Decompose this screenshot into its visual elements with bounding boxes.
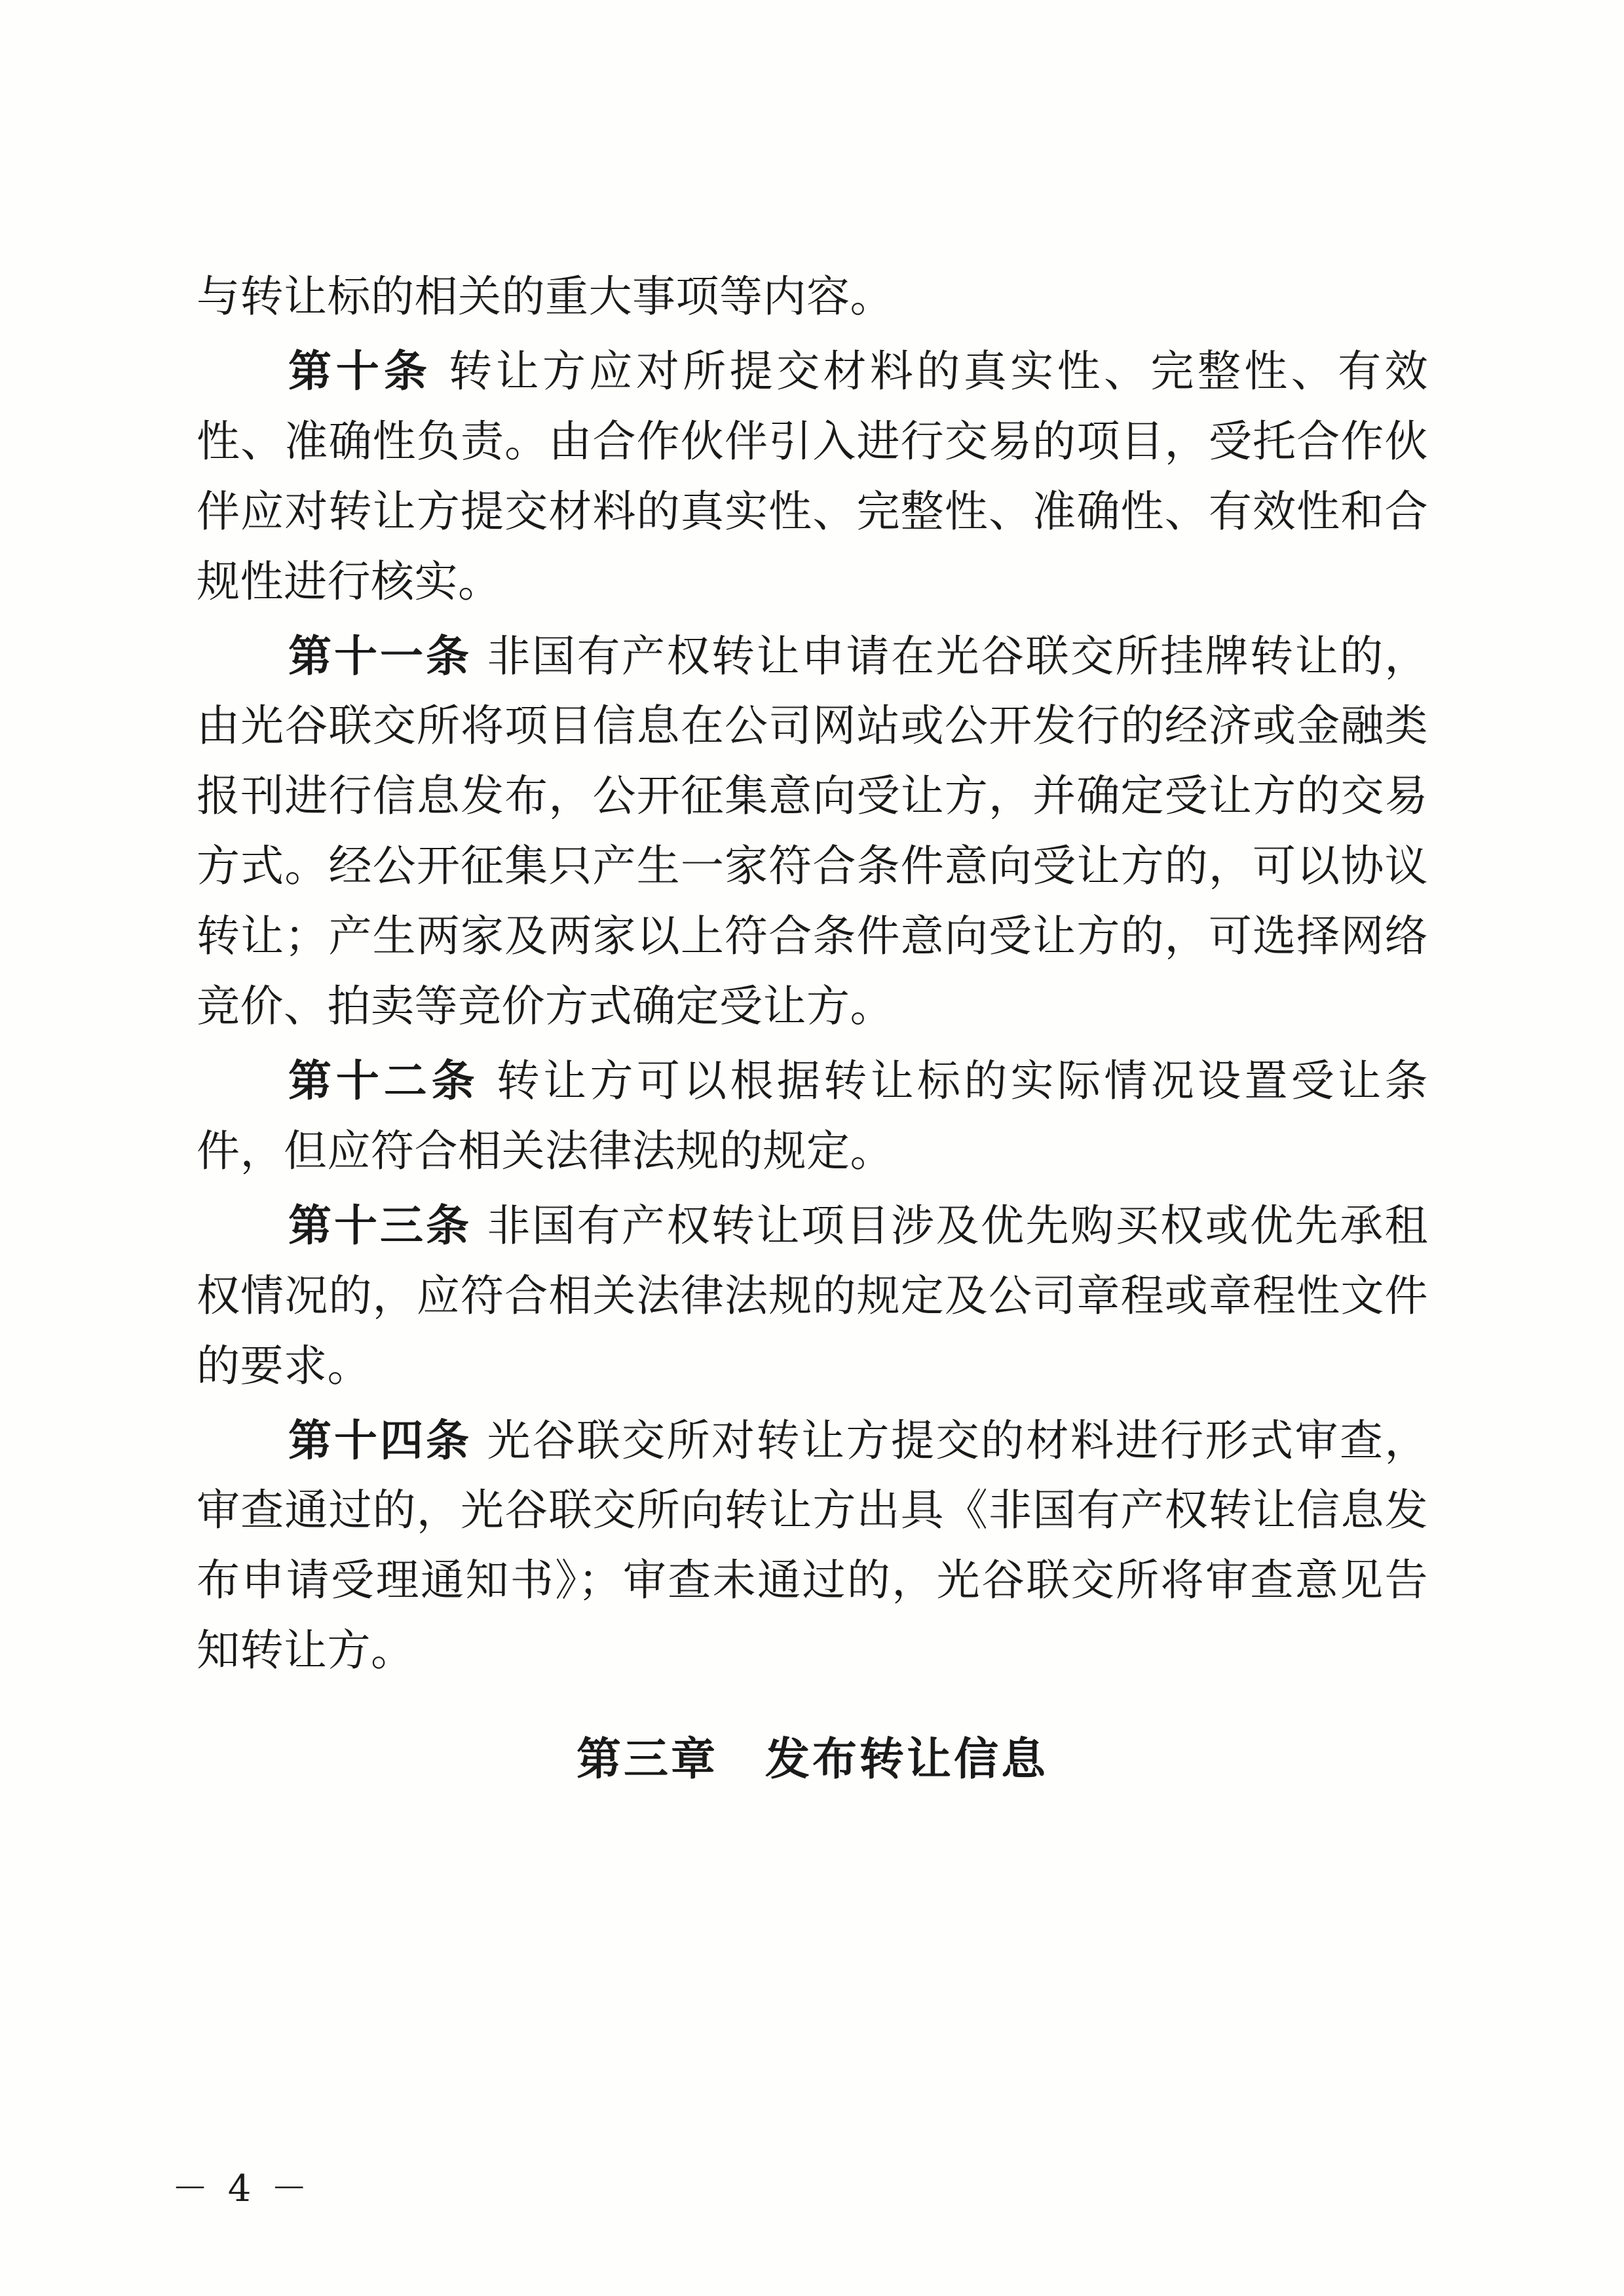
article-12 <box>197 1046 1428 1187</box>
article-14 <box>197 1406 1428 1687</box>
paragraph-text: 光谷联交所对转让方提交的材料进行形式审查，审查通过的，光谷联交所向转让方出具《非国有产权转让信息发布申请受理通知书》；审查未通过的，光谷联交所将审查意见告知转让方。 <box>197 1415 1429 1676</box>
article-label: 第十四条 <box>288 1414 472 1466</box>
paragraph-text: 非国有产权转让申请在光谷联交所挂牌转让的，由光谷联交所将项目信息在公司网站或公开发行的经济或金融类报刊进行信息发布，公开征集意向受让方，并确定受让方的交易方式。经公开征集只产生一家符合条件意向受让方的，可以协议转让；产生两家及两家以上符合条件意向受让方的，可选择网络竞价、拍卖等竞价方式确定受让方。 <box>197 630 1429 1032</box>
article-10 <box>197 336 1428 617</box>
article-label: 第十一条 <box>288 630 472 681</box>
article-13 <box>197 1191 1428 1402</box>
paragraph-continuation <box>197 262 1428 332</box>
paragraph-text: 转让方可以根据转让标的实际情况设置受让条件，但应符合相关法律法规的规定。 <box>197 1055 1429 1176</box>
article-label: 第十三条 <box>288 1199 472 1251</box>
article-11 <box>197 621 1428 1042</box>
page-number: － 4 － <box>172 2168 312 2210</box>
paragraph-text: 转让方应对所提交材料的真实性、完整性、有效性、准确性负责。由合作伙伴引入进行交易的项目，受托合作伙伴应对转让方提交材料的真实性、完整性、准确性、有效性和合规性进行核实。 <box>197 345 1429 607</box>
paragraph-text: 非国有产权转让项目涉及优先购买权或优先承租权情况的，应符合相关法律法规的规定及公司章程或章程性文件的要求。 <box>197 1200 1429 1391</box>
article-label: 第十二条 <box>288 1054 480 1106</box>
chapter-heading: 第三章 发布转让信息 <box>576 1733 1048 1786</box>
paragraph-text: 与转让标的相关的重大事项等内容。 <box>197 271 894 322</box>
document-body <box>197 262 1428 1788</box>
article-label: 第十条 <box>288 345 432 396</box>
